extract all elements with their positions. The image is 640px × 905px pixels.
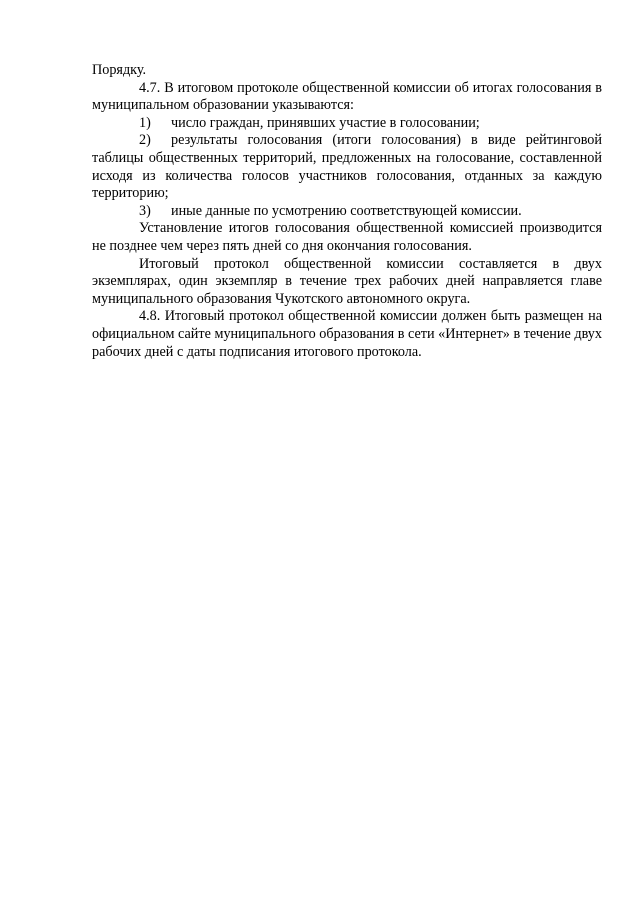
paragraph-text: Порядку. [92,62,147,78]
list-item-text: результаты голосования (итоги голосования) в виде рейтинговой таблицы общественных территорий, предложенных на голосование, составленной исходя из количества голосов участников голосования, отданных за каждую территорию; [92,132,602,202]
list-item-number: 1) [139,114,151,131]
document-page [92,62,602,361]
clause-4-8 [92,308,602,361]
list-item-text: иные данные по усмотрению соответствующей комиссии. [171,202,522,219]
list-item-1 [92,115,602,133]
list-item-number: 3) [139,202,151,219]
list-item-3 [92,203,602,221]
paragraph-continuation [92,62,602,80]
paragraph-protocol-copies [92,256,602,309]
clause-number: 4.8. [139,308,161,325]
clause-4-7 [92,80,602,115]
list-item-2 [92,132,602,202]
clause-text: Итоговый протокол общественной комиссии должен быть размещен на официальном сайте муниципального образования в сети «Интернет» в течение двух рабочих дней с даты подписания итогового протокола. [92,308,603,360]
paragraph-text: Установление итогов голосования общественной комиссией производится не позднее чем через пять дней со дня окончания голосования. [92,220,602,254]
paragraph-results-deadline [92,220,602,255]
clause-text: В итоговом протоколе общественной комиссии об итогах голосования в муниципальном образовании указываются: [92,79,603,114]
list-item-number: 2) [139,132,151,149]
clause-number: 4.7. [139,79,161,96]
list-item-text: число граждан, принявших участие в голосовании; [171,114,480,131]
paragraph-text: Итоговый протокол общественной комиссии составляется в двух экземплярах, один экземпляр в течение трех рабочих дней направляется главе муниципального образования Чукотского автономного округа. [92,255,602,307]
